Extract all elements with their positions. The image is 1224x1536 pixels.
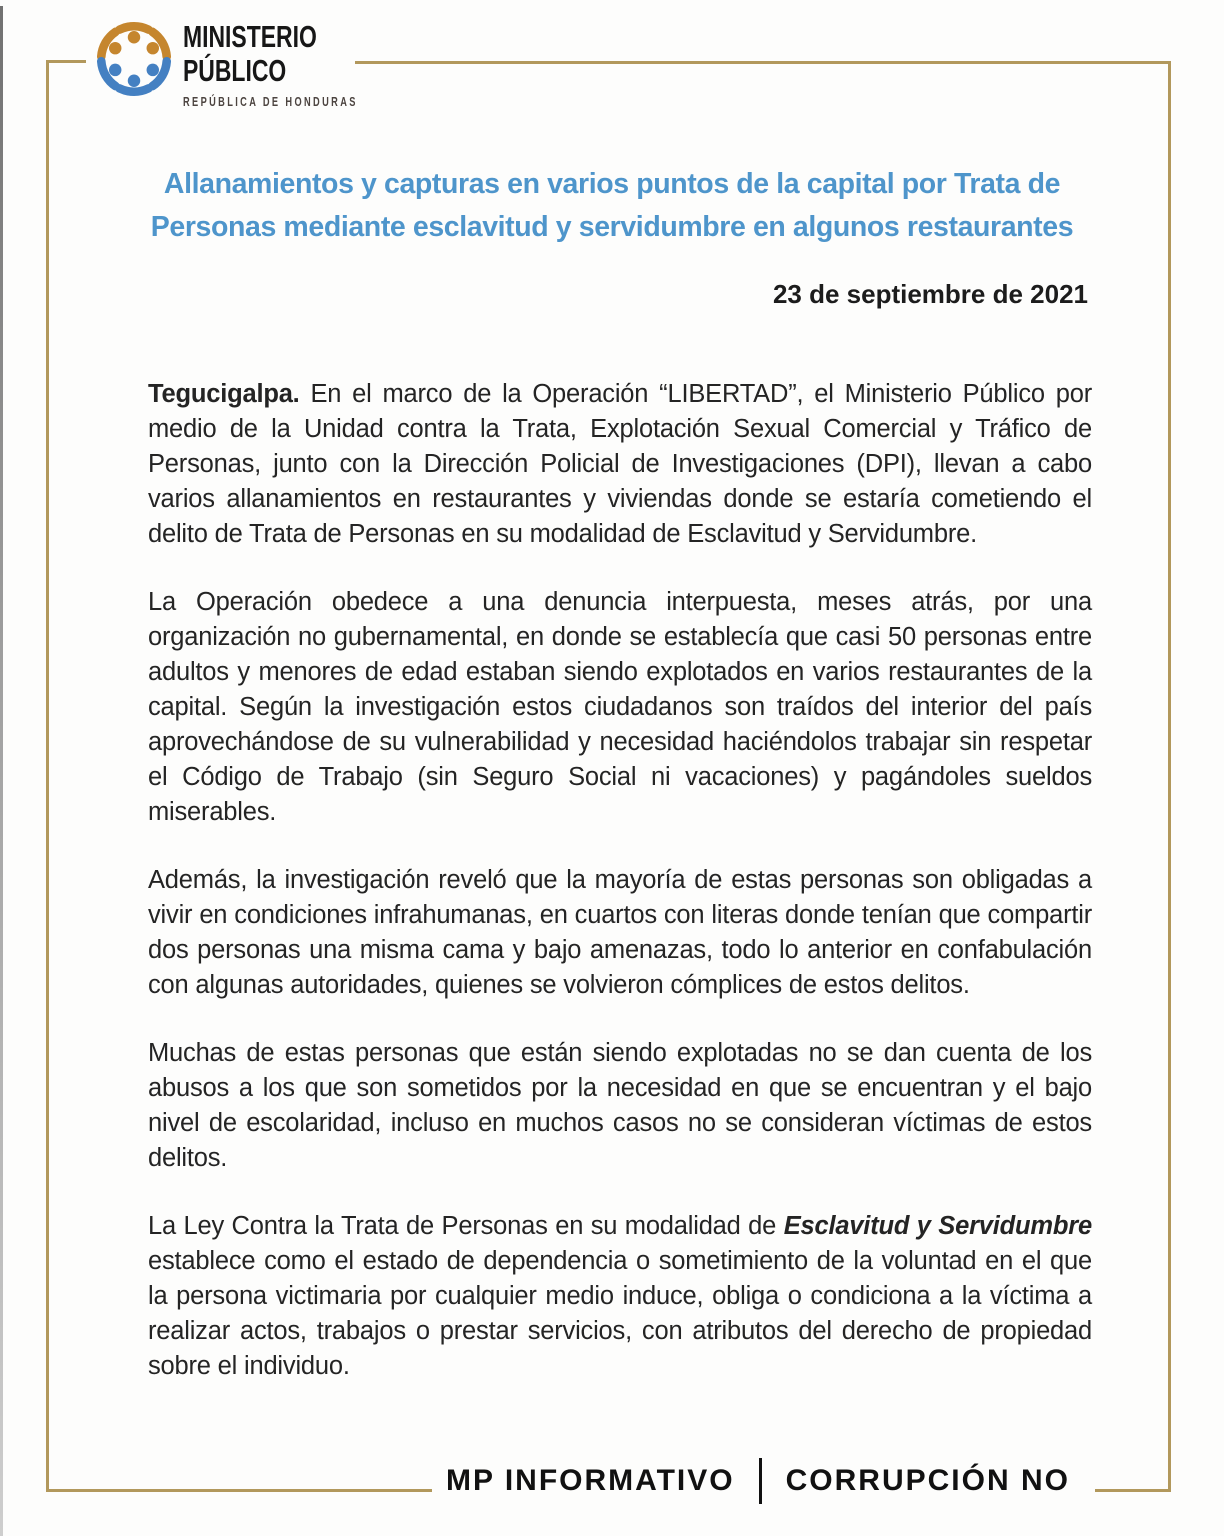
paragraph-1 xyxy=(148,377,1092,552)
title-line1: Allanamientos y capturas en varios puntos de la capital por Trata de xyxy=(163,168,1061,200)
paragraph-4: Muchas de estas personas que están siendo explotadas no se dan cuenta de los abusos a los que son sometidos por la necesidad en que se encuentran y el bajo nivel de escolaridad, incluso en muchos casos no se consideran víctimas de estos delitos. xyxy=(148,1039,1092,1172)
footer-divider xyxy=(759,1458,762,1504)
paragraph-5 xyxy=(148,1209,1092,1384)
paragraph-3: Además, la investigación reveló que la mayoría de estas personas son obligadas a vivir en condiciones infrahumanas, en cuartos con literas donde tenían que compartir dos personas una misma cama y bajo amenazas, todo lo anterior en confabulación con algunas autoridades, quienes se volvieron cómplices de estos delitos. xyxy=(148,866,1092,999)
frame-top-dash xyxy=(46,60,86,63)
press-release-title xyxy=(130,163,1094,249)
logo-title-line2: PÚBLICO xyxy=(183,53,287,88)
frame-left-line xyxy=(46,60,49,1492)
publication-date: 23 de septiembre de 2021 xyxy=(772,279,1088,309)
paragraph-1-dateline: Tegucigalpa. xyxy=(148,380,300,408)
paragraph-1-text: En el marco de la Operación “LIBERTAD”, el Ministerio Público por medio de la Unidad contra la Trata, Explotación Sexual Comercial y Tráfico de Personas, junto con la Dirección Policial de Investigaciones (DPI), llevan a cabo varios allanamientos en restaurantes y viviendas donde se estaría cometiendo el delito de Trata de Personas en su modalidad de Esclavitud y Servidumbre. xyxy=(148,380,1092,548)
frame-right-line xyxy=(1168,61,1171,1492)
footer-mp-informativo: MP INFORMATIVO xyxy=(446,1464,735,1497)
footer-corrupcion-no: CORRUPCIÓN NO xyxy=(785,1464,1070,1497)
frame-top-line xyxy=(355,61,1171,64)
logo-subtitle: REPÚBLICA DE HONDURAS xyxy=(183,95,358,109)
paragraph-5-emphasis: Esclavitud y Servidumbre xyxy=(783,1212,1092,1240)
logo-title-line1: MINISTERIO xyxy=(183,19,317,54)
body-text xyxy=(148,377,1092,1417)
paragraph-5-post: establece como el estado de dependencia o sometimiento de la voluntad en el que la persona victimaria por cualquier medio induce, obliga o condiciona a la víctima a realizar actos, trabajos o prestar servicios, con atributos del derecho de propiedad sobre el individuo. xyxy=(148,1247,1092,1380)
ministerio-publico-logo-icon xyxy=(93,17,175,101)
paragraph-2: La Operación obedece a una denuncia interpuesta, meses atrás, por una organización no gubernamental, en donde se establecía que casi 50 personas entre adultos y menores de edad estaban siendo explotados en varios restaurantes de la capital. Según la investigación estos ciudadanos son traídos del interior del país aprovechándose de su vulnerabilidad y necesidad haciéndolos trabajar sin respetar el Código de Trabajo (sin Seguro Social ni vacaciones) y pagándoles sueldos miserables. xyxy=(148,588,1092,826)
paragraph-5-pre: La Ley Contra la Trata de Personas en su modalidad de xyxy=(148,1212,784,1240)
logo-wordmark xyxy=(183,20,358,109)
scan-edge-artifact xyxy=(0,6,3,1536)
footer-banner xyxy=(286,1458,1224,1504)
title-line2: Personas mediante esclavitud y servidumbre en algunos restaurantes xyxy=(150,211,1074,243)
